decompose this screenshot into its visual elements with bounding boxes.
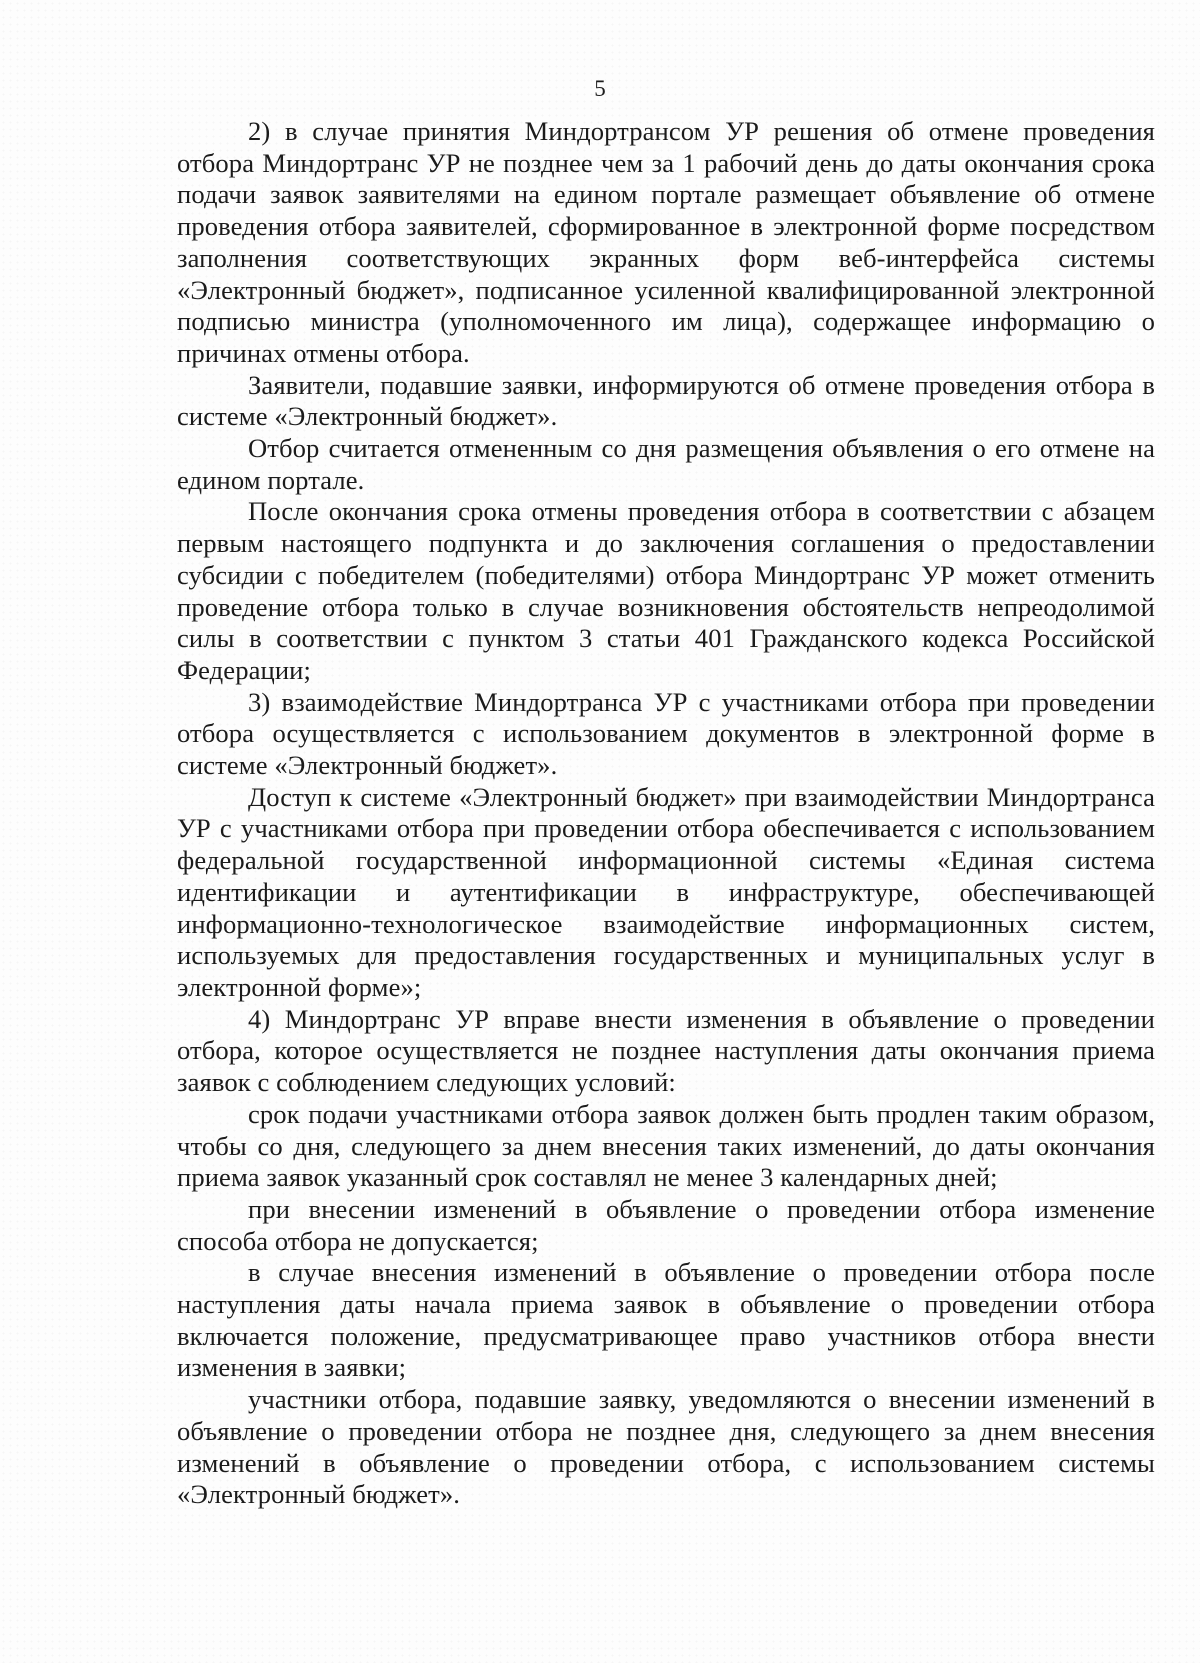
paragraph-deadline-extension: срок подачи участниками отбора заявок должен быть продлен таким образом, чтобы со дня, следующего за днем внесения таких изменений, до даты окончания приема заявок указанный срок составлял не менее 3 календарных дней; <box>177 1098 1155 1193</box>
paragraph-interaction: 3) взаимодействие Миндортранса УР с участниками отбора при проведении отбора осуществляется с использованием документов в электронной форме в системе «Электронный бюджет». <box>177 686 1155 781</box>
paragraph-cancellation-decision: 2) в случае принятия Миндортрансом УР решения об отмене проведения отбора Миндортранс УР не позднее чем за 1 рабочий день до даты окончания срока подачи заявок заявителями на едином портале размещает объявление об отмене проведения отбора заявителей, сформированное в электронной форме посредством заполнения соответствующих экранных форм веб-интерфейса системы «Электронный бюджет», подписанное усиленной квалифицированной электронной подписью министра (уполномоченного им лица), содержащее информацию о причинах отмены отбора. <box>177 116 1155 368</box>
paragraph-participants-notified: участники отбора, подавшие заявку, уведомляются о внесении изменений в объявление о проведении отбора не позднее дня, следующего за днем внесения изменений в объявление о проведении отбора, с использованием системы «Электронный бюджет». <box>177 1384 1155 1510</box>
page-number: 5 <box>594 76 606 101</box>
document-body <box>177 116 1155 1511</box>
paragraph-selection-cancelled: Отбор считается отмененным со дня размещения объявления о его отмене на едином портале. <box>177 433 1155 495</box>
paragraph-system-access: Доступ к системе «Электронный бюджет» при взаимодействии Миндортранса УР с участниками отбора при проведении отбора обеспечивается с использованием федеральной государственной информационной системы «Единая система идентификации и аутентификации в инфраструктуре, обеспечивающей информационно-технологическое взаимодействие информационных систем, используемых для предоставления государственных и муниципальных услуг в электронной форме»; <box>177 781 1155 1002</box>
paragraph-applicants-informed: Заявители, подавшие заявки, информируются об отмене проведения отбора в системе «Электронный бюджет». <box>177 369 1155 432</box>
paragraph-announcement-changes: 4) Миндортранс УР вправе внести изменения в объявление о проведении отбора, которое осуществляется не позднее наступления даты окончания приема заявок с соблюдением следующих условий: <box>177 1003 1155 1098</box>
paragraph-application-changes: в случае внесения изменений в объявление о проведении отбора после наступления даты начала приема заявок в объявление о проведении отбора включается положение, предусматривающее право участников отбора внести изменения в заявки; <box>177 1257 1155 1383</box>
paragraph-method-change: при внесении изменений в объявление о проведении отбора изменение способа отбора не допускается; <box>177 1193 1155 1256</box>
paragraph-force-majeure: После окончания срока отмены проведения отбора в соответствии с абзацем первым настоящего подпункта и до заключения соглашения о предоставлении субсидии с победителем (победителями) отбора Миндортранс УР может отменить проведение отбора только в случае возникновения обстоятельств непреодолимой силы в соответствии с пунктом 3 статьи 401 Гражданского кодекса Российской Федерации; <box>177 496 1155 685</box>
